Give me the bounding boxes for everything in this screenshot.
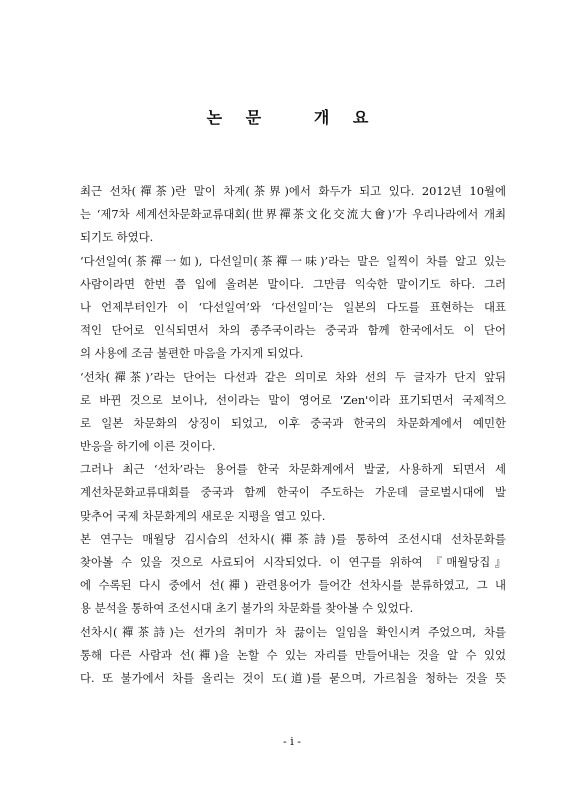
text-line: 통해 다른 사람과 선(禪)을 논할 수 있는 자리를 만들어내는 것을 알 수 있었 [80, 647, 506, 662]
text-line: 반응을 하기에 이른 것이다. [80, 439, 216, 454]
page-number: - i - [283, 735, 301, 748]
text-line: ‘선차(禪茶)’라는 단어는 다선과 같은 의미로 차와 선의 두 글자가 단지 앞뒤 [80, 369, 506, 384]
abstract-body [80, 180, 506, 690]
text-line: ‘다선일여(茶禪一如), 다선일미(茶禪一味)’라는 말은 일찍이 차를 알고 있는 [80, 253, 506, 268]
text-line: 에 수록된 다시 중에서 선(禪) 관련용어가 들어간 선차시를 분류하였고, 그 내 [80, 578, 506, 593]
text-line: 는 ‘제7차 세계선차문화교류대회(世界禪茶文化交流大會)’가 우리나라에서 개최 [80, 207, 506, 222]
text-line: 로 바뀐 것으로 보이나, 선이라는 말이 영어로 'Zen'이라 표기되면서 국제적으 [80, 392, 506, 407]
text-line: 사람이라면 한번 쯤 입에 올려본 말이다. 그만큼 익숙한 말이기도 하다. 그러 [80, 276, 506, 291]
page-title: 논 문 개 요 [206, 108, 378, 127]
text-line: 나 언제부터인가 이 ‘다선일여’와 ‘다선일미’는 일본의 다도를 표현하는 대표 [80, 299, 506, 314]
text-line: 다. 또 불가에서 차를 올리는 것이 도(道)를 묻으며, 가르침을 청하는 것을 뜻 [80, 670, 506, 685]
text-line: 맞추어 국제 차문화계의 새로운 지평을 열고 있다. [80, 508, 326, 523]
text-line: 용 분석을 통하여 조선시대 초기 불가의 차문화를 찾아볼 수 있었다. [80, 601, 414, 616]
text-line: 본 연구는 매월당 김시습의 선차시(禪茶詩)를 통하여 조선시대 선차문화를 [80, 531, 506, 546]
text-line: 로 일본 차문화의 상징이 되었고, 이후 중국과 한국의 차문화계에서 예민한 [80, 415, 506, 430]
text-line: 적인 단어로 인식되면서 차의 종주국이라는 중국과 함께 한국에서도 이 단어 [80, 323, 506, 338]
text-line: 최근 선차(禪茶)란 말이 차계(茶界)에서 화두가 되고 있다. 2012년 10월에 [80, 184, 506, 198]
text-line: 선차시(禪茶詩)는 선가의 취미가 차 끓이는 일임을 확인시켜 주었으며, 차를 [80, 624, 506, 639]
text-line: 그러나 최근 ‘선차’라는 용어를 한국 차문화계에서 발굴, 사용하게 되면서 세 [80, 462, 506, 477]
text-line: 의 사용에 조금 불편한 마음을 가지게 되었다. [80, 346, 304, 361]
text-line: 되기도 하였다. [80, 230, 154, 245]
text-line: 찾아볼 수 있을 것으로 사료되어 시작되었다. 이 연구를 위하여 『매월당집』 [80, 555, 506, 569]
text-line: 계선차문화교류대회를 중국과 함께 한국이 주도하는 가운데 글로벌시대에 발 [80, 485, 506, 500]
